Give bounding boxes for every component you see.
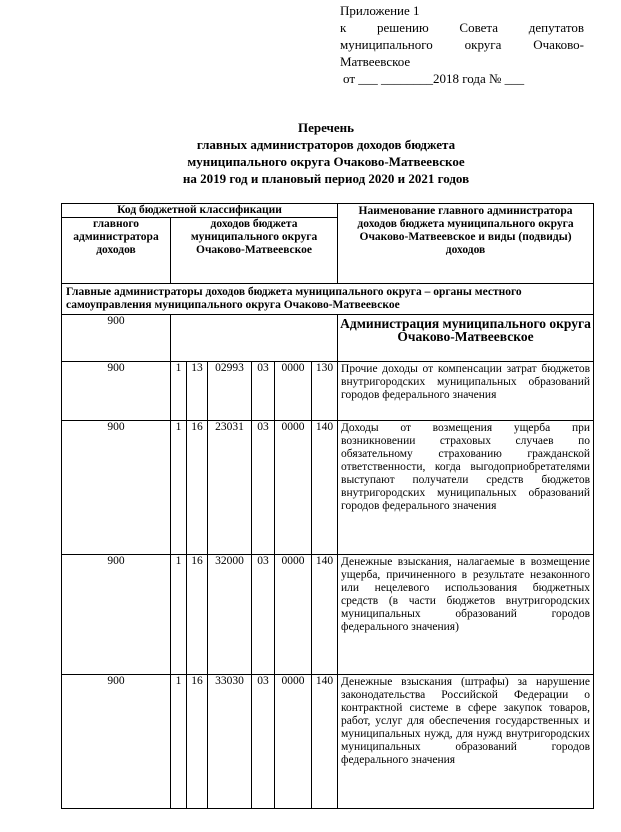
header-income: доходов бюджета муниципального округа Очаково-Матвеевское — [171, 218, 338, 284]
table-row — [62, 421, 594, 555]
title-line: на 2019 год и плановый период 2020 и 2021 годов — [182, 171, 470, 186]
header-code: Код бюджетной классификации — [62, 204, 338, 218]
row-code-part: 0000 — [275, 362, 312, 421]
row-code-part: 32000 — [208, 555, 252, 675]
appendix-line: Матвеевское — [340, 54, 411, 69]
admin-name: Администрация муниципального округа Очаково-Матвеевское — [338, 315, 594, 362]
row-code-part: 140 — [312, 421, 338, 555]
row-code-part: 33030 — [208, 675, 252, 809]
row-description: Денежные взыскания, налагаемые в возмещение ущерба, причиненного в результате незаконного или нецелевого использования бюджетных средств (в части бюджетов внутригородских муниципальных образований городов федерального значения) — [338, 555, 594, 675]
row-admin-code: 900 — [62, 675, 171, 809]
row-description: Денежные взыскания (штрафы) за нарушение законодательства Российской Федерации о контрактной системе в сфере закупок товаров, работ, услуг для обеспечения государственных и муниципальных нужд, для нужд внутригородских муниципальных образований городов федерального значения — [338, 675, 594, 809]
row-code-part: 1 — [171, 362, 187, 421]
row-admin-code: 900 — [62, 421, 171, 555]
admin-row — [62, 315, 594, 362]
row-code-part: 16 — [187, 555, 208, 675]
table-row — [62, 555, 594, 675]
appendix-line: к решению Совета депутатов — [340, 20, 584, 35]
row-code-part: 03 — [252, 675, 275, 809]
header-admin: главного администратора доходов — [62, 218, 171, 284]
row-code-part: 0000 — [275, 675, 312, 809]
header-row — [62, 204, 594, 218]
row-code-part: 130 — [312, 362, 338, 421]
row-code-part: 1 — [171, 675, 187, 809]
section-row — [62, 284, 594, 315]
title-line: Перечень — [297, 120, 355, 135]
row-code-part: 1 — [171, 421, 187, 555]
appendix-line: муниципального округа Очаково- — [340, 37, 584, 52]
row-code-part: 03 — [252, 362, 275, 421]
row-code-part: 03 — [252, 555, 275, 675]
row-code-part: 0000 — [275, 421, 312, 555]
table-row — [62, 362, 594, 421]
row-code-part: 23031 — [208, 421, 252, 555]
title-line: муниципального округа Очаково-Матвеевское — [187, 154, 465, 169]
row-code-part: 02993 — [208, 362, 252, 421]
admin-code: 900 — [62, 315, 171, 362]
header-name: Наименование главного администратора доходов бюджета муниципального округа Очаково-Матвеевское и виды (подвиды) доходов — [338, 204, 594, 284]
row-code-part: 16 — [187, 675, 208, 809]
row-code-part: 16 — [187, 421, 208, 555]
appendix-line: Приложение 1 — [340, 3, 420, 18]
title-line: главных администраторов доходов бюджета — [196, 137, 456, 152]
row-code-part: 0000 — [275, 555, 312, 675]
row-code-part: 140 — [312, 555, 338, 675]
row-code-part: 13 — [187, 362, 208, 421]
table-row — [62, 675, 594, 809]
row-description: Прочие доходы от компенсации затрат бюджетов внутригородских муниципальных образований городов федерального значения — [338, 362, 594, 421]
row-description: Доходы от возмещения ущерба при возникновении страховых случаев по обязательному страхованию гражданской ответственности, когда выгодоприобретателями выступают получатели средств бюджетов внутригородских муниципальных образований городов федерального значения — [338, 421, 594, 555]
empty-cell — [171, 315, 338, 362]
administrators-table — [61, 203, 594, 809]
document-title — [60, 119, 592, 187]
row-code-part: 1 — [171, 555, 187, 675]
row-code-part: 140 — [312, 675, 338, 809]
appendix-date-line: от ___ ________2018 года № ___ — [343, 71, 525, 86]
row-admin-code: 900 — [62, 362, 171, 421]
section-title: Главные администраторы доходов бюджета муниципального округа – органы местного самоуправления муниципального округа Очаково-Матвеевское — [62, 284, 594, 315]
row-code-part: 03 — [252, 421, 275, 555]
row-admin-code: 900 — [62, 555, 171, 675]
appendix-block — [340, 2, 584, 87]
